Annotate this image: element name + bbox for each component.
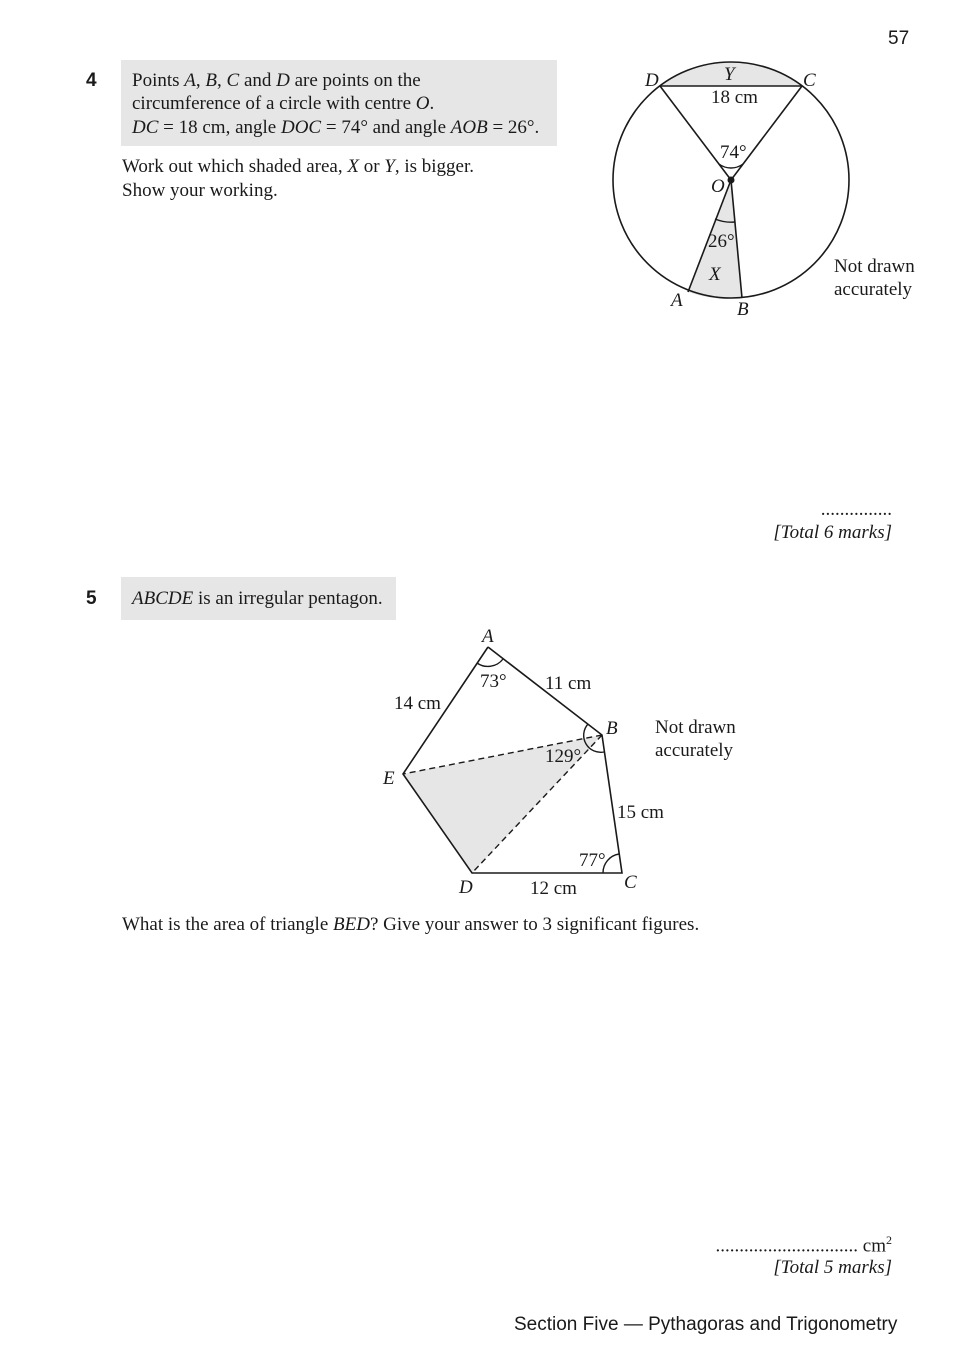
question-5-total-marks: [Total 5 marks] bbox=[773, 1257, 892, 1278]
text-run: Work out which shaded area, bbox=[122, 156, 348, 177]
label-b: B bbox=[606, 718, 618, 739]
text-run: BED bbox=[333, 914, 370, 935]
label-d: D bbox=[645, 70, 659, 91]
text-run: , bbox=[217, 70, 227, 91]
question-5-given-line bbox=[132, 587, 383, 611]
text-run: = 74° and angle bbox=[321, 117, 451, 138]
section-footer: Section Five — Pythagoras and Trigonometry bbox=[514, 1314, 898, 1335]
centre-point bbox=[728, 177, 735, 184]
note-line-2: accurately bbox=[834, 279, 913, 300]
text-run: B bbox=[205, 70, 217, 91]
circle-diagram bbox=[600, 55, 940, 330]
question-4-given-line-2 bbox=[132, 92, 434, 116]
text-run: , is bigger. bbox=[394, 156, 475, 177]
label-c: C bbox=[803, 70, 816, 91]
question-4-number: 4 bbox=[86, 70, 97, 91]
angle-b-label: 129° bbox=[545, 746, 582, 767]
text-run: circumference of a circle with centre bbox=[132, 93, 416, 114]
text-run: is an irregular pentagon. bbox=[193, 588, 383, 609]
length-ae: 14 cm bbox=[394, 693, 441, 714]
question-5-number: 5 bbox=[86, 588, 97, 609]
label-b: B bbox=[737, 299, 749, 320]
note-line-2: accurately bbox=[655, 740, 734, 761]
text-run: DOC bbox=[280, 117, 322, 138]
text-run: O bbox=[415, 93, 430, 114]
text-run: A bbox=[184, 70, 196, 91]
text-run: ? Give your answer to 3 significant figures. bbox=[369, 914, 700, 935]
text-run: or bbox=[358, 156, 385, 177]
question-4-task-line-1 bbox=[122, 155, 474, 179]
text-run: D bbox=[276, 70, 290, 91]
text-run: = 26°. bbox=[487, 117, 540, 138]
text-run: AOB bbox=[450, 117, 488, 138]
text-run: What is the area of triangle bbox=[122, 914, 334, 935]
angle-a-label: 73° bbox=[480, 671, 507, 692]
text-run: Y bbox=[384, 156, 395, 177]
length-bc: 15 cm bbox=[617, 802, 664, 823]
label-angle-doc: 74° bbox=[720, 142, 747, 163]
label-y: Y bbox=[724, 64, 735, 85]
question-4-answer-line[interactable]: ............... bbox=[820, 499, 892, 520]
angle-doc-arc bbox=[719, 164, 743, 168]
answer-unit-power: 2 bbox=[886, 1233, 892, 1247]
text-run: Points bbox=[132, 70, 185, 91]
label-chord-length: 18 cm bbox=[711, 87, 758, 108]
question-4-total-marks: [Total 6 marks] bbox=[773, 522, 892, 543]
question-5-answer-line[interactable] bbox=[716, 1233, 892, 1257]
length-dc: 12 cm bbox=[530, 878, 577, 899]
angle-c-label: 77° bbox=[579, 850, 606, 871]
question-5-question-line bbox=[122, 913, 699, 937]
pentagon-diagram bbox=[380, 620, 760, 900]
note-line-1: Not drawn bbox=[834, 256, 915, 277]
label-angle-aob: 26° bbox=[708, 231, 735, 252]
answer-dots: .............................. bbox=[715, 1235, 859, 1257]
label-a: A bbox=[482, 626, 494, 647]
text-run: C bbox=[226, 70, 240, 91]
text-run: X bbox=[347, 156, 359, 177]
answer-unit: cm bbox=[862, 1235, 886, 1257]
angle-a-arc bbox=[477, 659, 503, 666]
label-o: O bbox=[711, 176, 725, 197]
label-x: X bbox=[709, 264, 721, 285]
text-run: ABCDE bbox=[132, 588, 194, 609]
label-a: A bbox=[671, 290, 683, 311]
length-ab: 11 cm bbox=[545, 673, 592, 694]
label-c: C bbox=[624, 872, 637, 893]
page-number: 57 bbox=[888, 28, 910, 49]
text-run: are points on the bbox=[289, 70, 421, 91]
text-run: DC bbox=[132, 117, 159, 138]
text-run: , bbox=[195, 70, 206, 91]
label-e: E bbox=[383, 768, 395, 789]
label-d: D bbox=[459, 877, 473, 898]
question-4-given-line-3 bbox=[132, 116, 539, 140]
note-line-1: Not drawn bbox=[655, 717, 736, 738]
text-run: . bbox=[429, 93, 435, 114]
question-4-task-line-2: Show your working. bbox=[122, 180, 278, 201]
question-4-given-line-1 bbox=[132, 69, 421, 93]
text-run: and bbox=[239, 70, 277, 91]
text-run: = 18 cm, angle bbox=[158, 117, 281, 138]
